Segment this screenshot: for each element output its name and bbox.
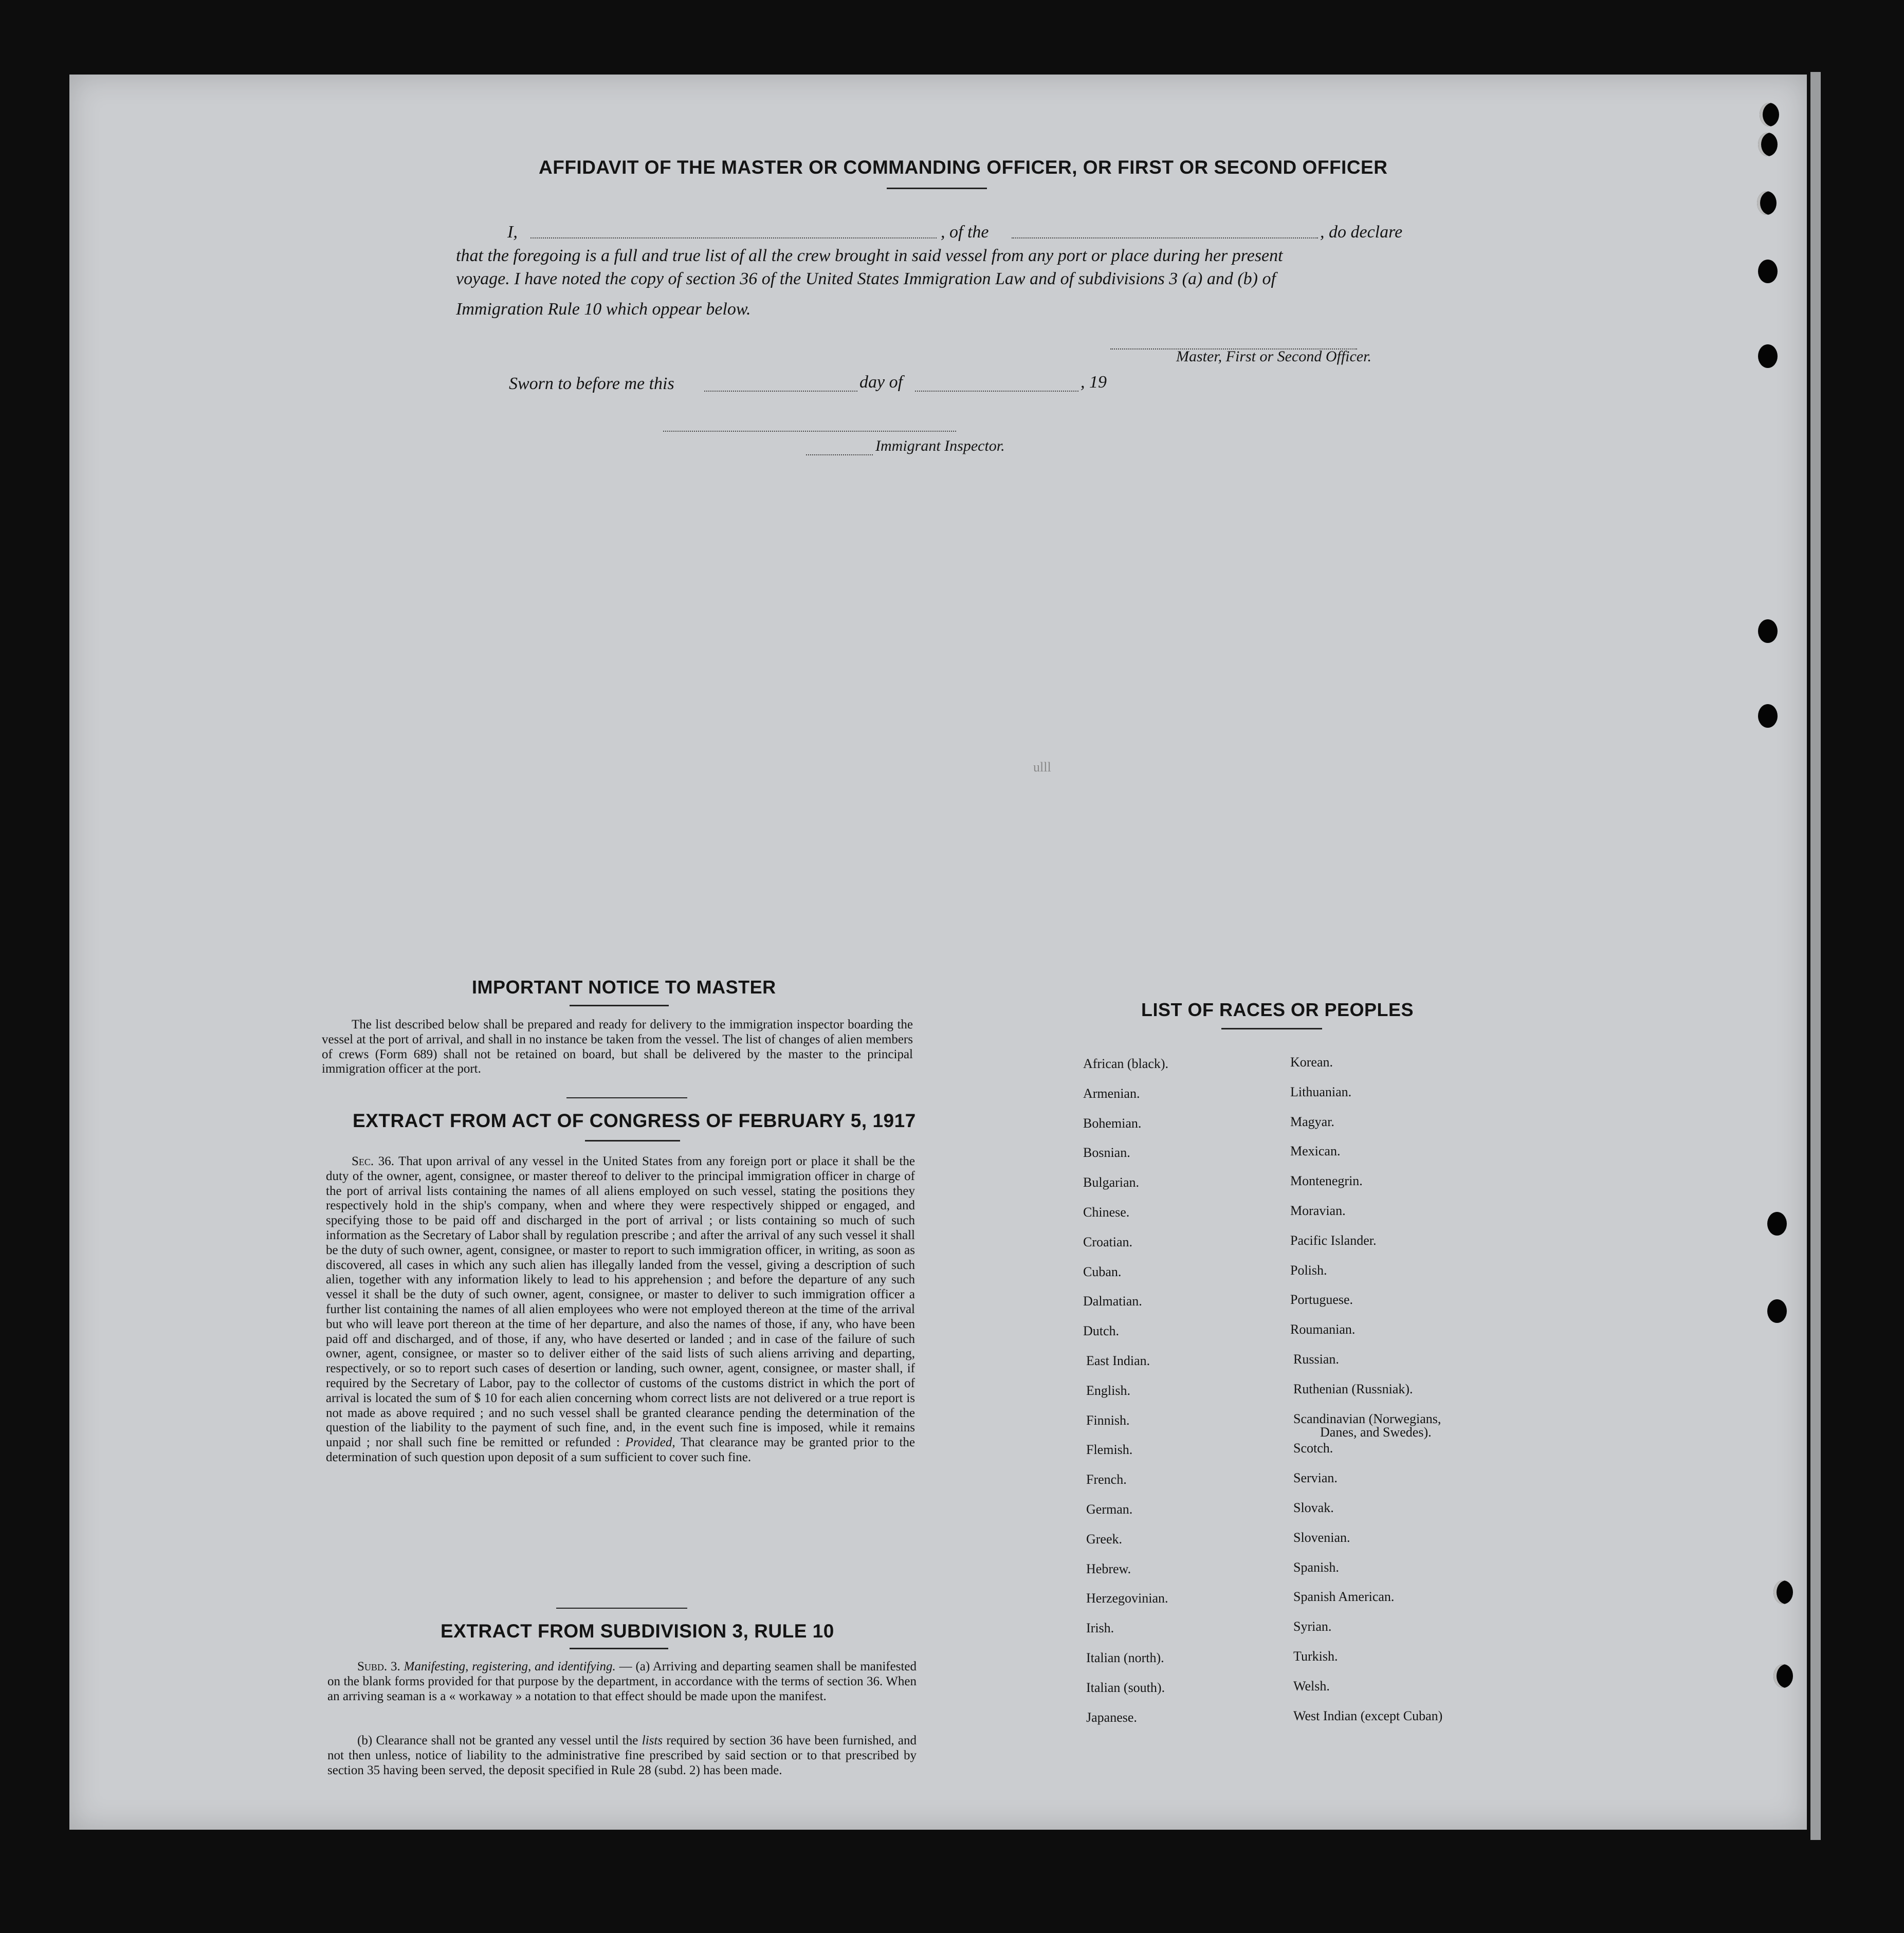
rule-extract-title: EXTRACT FROM SUBDIVISION 3, RULE 10 [441,1621,834,1642]
affidavit-title: AFFIDAVIT OF THE MASTER OR COMMANDING OFFICER, OR FIRST OR SECOND OFFICER [539,157,1388,178]
section-label: Sec. 36. [352,1154,394,1168]
race-item: Spanish. [1293,1559,1339,1575]
act-extract-title: EXTRACT FROM ACT OF CONGRESS OF FEBRUARY 5, 1917 [353,1110,916,1131]
subd-heading: Manifesting, registering, and identifying. [404,1660,616,1673]
race-item: Polish. [1290,1262,1327,1278]
race-item: Japanese. [1086,1709,1137,1725]
binder-hole [1758,260,1778,283]
race-item: Herzegovinian. [1086,1591,1168,1606]
signature-label: Master, First or Second Officer. [1176,348,1371,365]
name-blank[interactable] [530,237,937,238]
race-item: Bulgarian. [1083,1175,1140,1190]
race-item: English. [1086,1383,1130,1398]
race-item: Portuguese. [1290,1292,1353,1308]
document-sheet [69,75,1807,1830]
subd-b-1: (b) Clearance shall not be granted any vessel until the [357,1734,638,1747]
subd-label: Subd. 3. [357,1660,400,1673]
divider [887,188,987,189]
inspector-prefix-blank[interactable] [806,454,873,455]
race-item: Bohemian. [1083,1115,1142,1131]
section-text: That upon arrival of any vessel in the United States from any foreign port or place it shall be the duty of the owner, agent, consignee, or master thereof to deliver to the principal immigration officer in charge of the port of arrival lists containing the names of all aliens employed on such vessel, stating the positions they respectively hold in the ship's company, when and where they were respectively shipped or engaged, and specifying those to be paid off and discharged in the port of arrival ; or lists containing so much of such information as the Secretary of Labor shall by regulation prescribe ; and after the arrival of any such vessel it shall be the duty of such owner, agent, consignee, or master to report to such immigration officer, in writing, as soon as discovered, all cases in which any such alien has illegally landed from the vessel, giving a description of such alien, together with any information likely to lead to his apprehension ; and before the departure of any such vessel it shall be the duty of such owner, agent, consignee, or master to deliver to such immigration officer a further list containing the names of all alien employees who were not employed thereon at the time of the arrival but who will leave port thereon at the time of her departure, and also the names of those, if any, who have been paid off and discharged, and of those, if any, who have deserted or landed ; and in case of the failure of such owner, agent, consignee, or master so to deliver either of the said lists of such aliens arriving and departing, respectively, or so to report such cases of desertion or landing, such owner, agent, consignee, or master shall, if required by the Secretary of Labor, pay to the collector of customs of the customs district in which the port of arrival is located the sum of $ 10 for each alien concerning whom correct lists are not delivered or a true report is not made as above required ; and no such vessel shall be granted clearance pending the determination of the question of the liability to the payment of such fine, and, in the event such fine is imposed, while it remains unpaid ; nor shall such fine be remitted or refunded : [326,1154,915,1450]
race-item: Scotch. [1293,1441,1333,1456]
race-item: Syrian. [1293,1619,1332,1634]
race-item: Moravian. [1290,1203,1346,1218]
race-item: German. [1086,1502,1133,1517]
day-blank[interactable] [704,391,857,392]
day-of-text: day of [859,373,903,392]
act-extract-text [326,1154,915,1465]
race-item: Mexican. [1290,1144,1341,1159]
race-item: African (black). [1083,1056,1169,1071]
subd-a: — (a) Arriving and departing seamen shall be manifested on the blank forms provided for that purpose by the department, in accordance with the terms of section 36. When an arriving seaman is a « workaway » a notation to that effect should be made upon the manifest. [327,1660,917,1703]
race-item: Dalmatian. [1083,1294,1142,1309]
binder-hole [1758,344,1778,368]
binder-hole [1767,1299,1787,1323]
race-item: Slovak. [1293,1500,1334,1515]
faint-mark: ulll [1033,760,1051,775]
provided-word: Provided, [625,1435,675,1450]
subd-b-2: required by section 36 have been furnished, and not then unless, notice of liability to the administrative fine prescribed by said section or to that prescribed by section 35 having been served, the deposit specified in Rule 28 (subd. 2) has been made. [327,1734,917,1777]
race-item: Cuban. [1083,1264,1122,1279]
divider [556,1608,687,1609]
divider [1221,1028,1322,1029]
race-item: Scandinavian (Norwegians, [1293,1411,1441,1426]
race-item: Flemish. [1086,1442,1133,1458]
affidavit-of-the: , of the [941,223,989,242]
binder-hole [1758,133,1778,156]
month-blank[interactable] [915,391,1078,392]
binder-hole [1758,619,1778,643]
race-item: West Indian (except Cuban) [1293,1708,1443,1723]
affidavit-i: I, [507,223,518,242]
race-item: Dutch. [1083,1323,1120,1339]
race-item: Montenegrin. [1290,1173,1363,1189]
page-edge [1810,72,1821,1840]
race-item: Bosnian. [1083,1145,1130,1161]
race-item: Irish. [1086,1621,1114,1636]
sworn-text: Sworn to before me this [509,374,674,393]
race-item: Lithuanian. [1290,1084,1352,1099]
race-item: Finnish. [1086,1412,1130,1428]
race-item: Welsh. [1293,1678,1330,1693]
affidavit-line-3: voyage. I have noted the copy of section 36 of the United States Immigration Law and of subdivisions 3 (a) and (b) of [456,269,1276,288]
divider [570,1005,669,1006]
race-item: Italian (north). [1086,1650,1164,1665]
notice-title: IMPORTANT NOTICE TO MASTER [472,977,776,998]
race-item: Servian. [1293,1470,1338,1486]
binder-hole [1760,103,1779,126]
race-item: Chinese. [1083,1205,1130,1220]
race-item: Hebrew. [1086,1561,1131,1576]
subdivision-a-text [327,1660,917,1704]
subd-b-lists: lists [642,1734,663,1747]
races-title: LIST OF RACES OR PEOPLES [1141,999,1414,1020]
race-item: Greek. [1086,1531,1123,1547]
divider [566,1097,687,1098]
subdivision-b-text [327,1734,917,1778]
race-item: Magyar. [1290,1114,1334,1129]
binder-hole [1773,1580,1793,1604]
race-item: Italian (south). [1086,1680,1165,1695]
race-item: Ruthenian (Russniak). [1293,1381,1413,1396]
binder-hole [1767,1212,1787,1236]
race-item: Spanish American. [1293,1589,1395,1605]
affidavit-line-2: that the foregoing is a full and true list of all the crew brought in said vessel from any port or place during her present [456,246,1283,265]
section-text-end: That clearance may be granted prior to the determination of such question upon deposit of a sum sufficient to cover such fine. [326,1435,915,1464]
race-item: Pacific Islander. [1290,1232,1377,1248]
divider [570,1648,668,1649]
affidavit-declare: , do declare [1320,223,1403,242]
divider [585,1140,680,1142]
notice-text: The list described below shall be prepared and ready for delivery to the immigration inspector boarding the vessel at the port of arrival, and shall in no instance be taken from the vessel. The list of changes of alien members of crews (Form 689) shall not be retained on board, but shall be delivered by the master to the principal immigration officer at the port. [322,1018,913,1076]
binder-hole [1757,191,1777,215]
race-item: Danes, and Swedes). [1320,1424,1432,1440]
race-item: East Indian. [1086,1353,1150,1368]
race-item: Croatian. [1083,1234,1133,1249]
inspector-label: Immigrant Inspector. [875,437,1005,454]
race-item: Roumanian. [1290,1322,1356,1337]
vessel-blank[interactable] [1012,237,1318,238]
binder-hole [1758,704,1778,728]
affidavit-line-4: Immigration Rule 10 which oppear below. [456,300,751,319]
race-item: Russian. [1293,1352,1339,1367]
race-item: Armenian. [1083,1085,1140,1101]
inspector-signature-blank[interactable] [663,431,956,432]
year-text: , 19 [1081,373,1107,392]
binder-hole [1773,1664,1793,1688]
race-item: Slovenian. [1293,1530,1350,1545]
race-item: Turkish. [1293,1649,1338,1664]
race-item: Korean. [1290,1055,1333,1070]
race-item: French. [1086,1472,1127,1487]
